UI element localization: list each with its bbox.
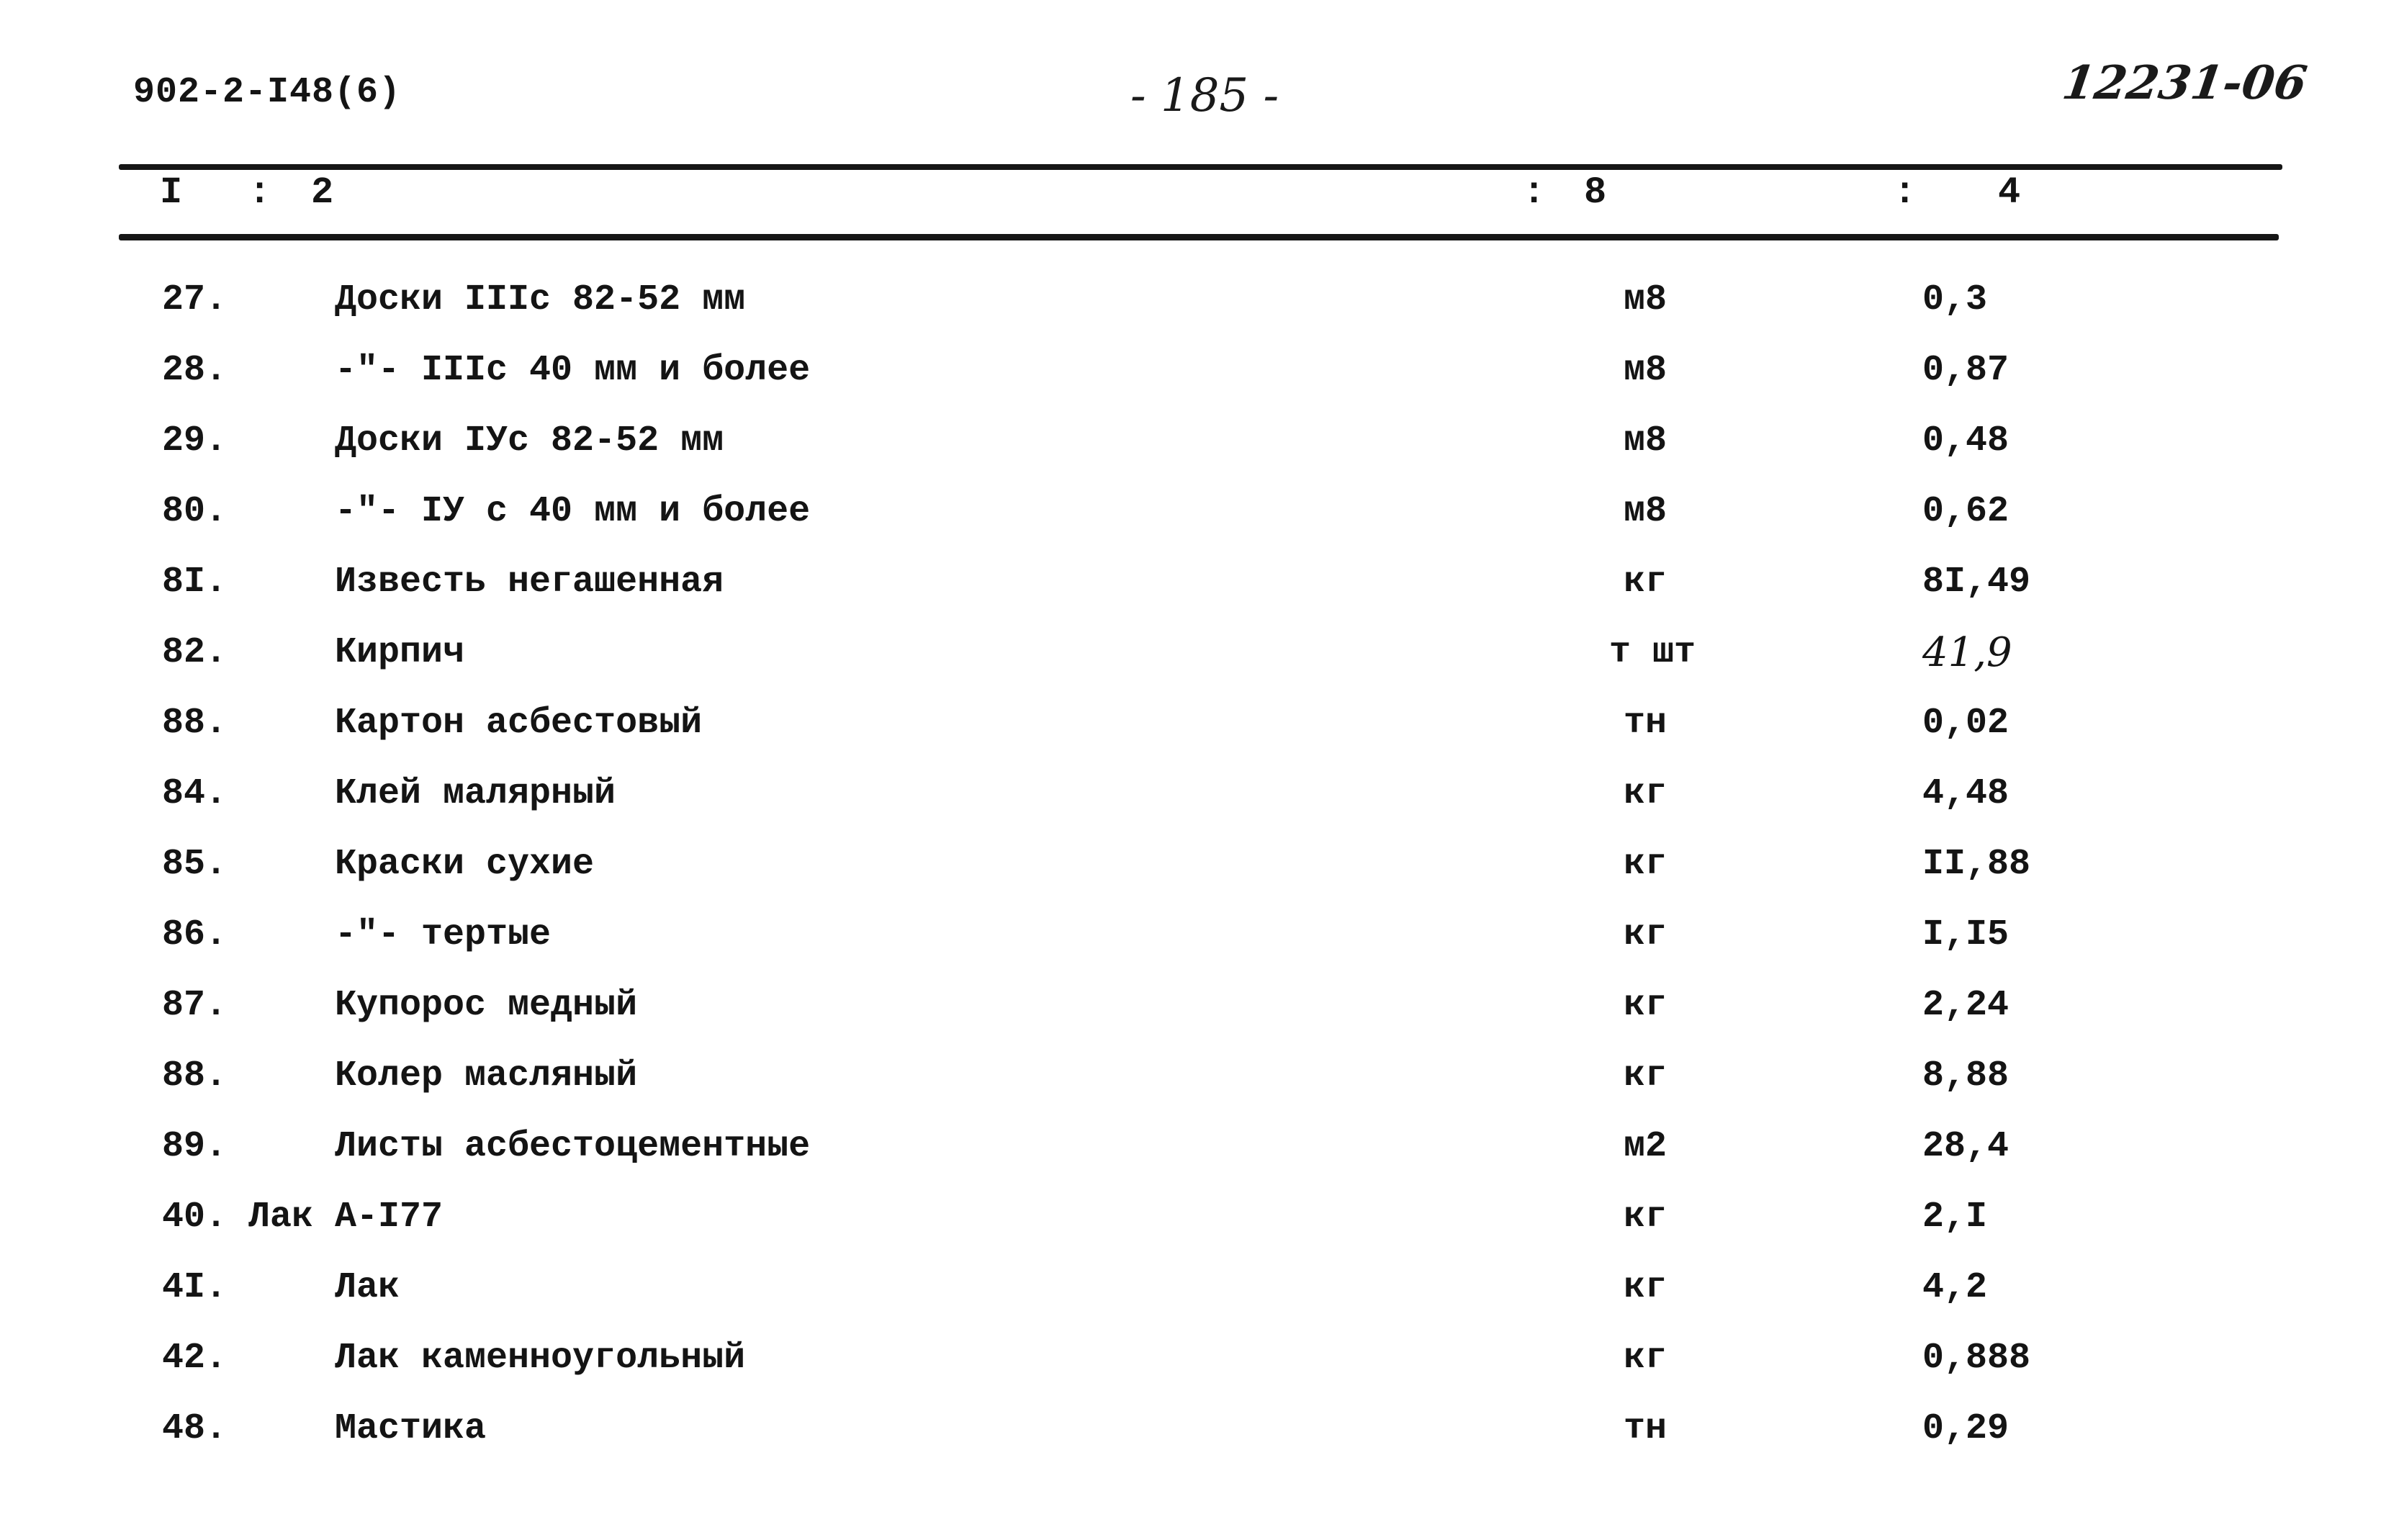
- column-separator: :: [1523, 171, 1546, 214]
- table-row: [0, 618, 2381, 688]
- quantity: 4,48: [1922, 773, 2009, 814]
- material-name: А-I77: [335, 1197, 444, 1238]
- column-separator: :: [248, 171, 271, 214]
- material-name: -"- IIIc 40 мм и более: [335, 350, 811, 391]
- table-top-rule: [119, 164, 2282, 170]
- material-name: -"- IУ с 40 мм и более: [335, 491, 811, 532]
- table-row: [0, 1041, 2381, 1112]
- page-number: - 185 -: [1130, 69, 1279, 122]
- unit: м8: [1623, 350, 1667, 391]
- column-number-3: 8: [1584, 171, 1607, 214]
- unit: м8: [1623, 279, 1667, 320]
- quantity: 4,2: [1922, 1267, 1988, 1308]
- table-row: [0, 406, 2381, 477]
- quantity: 8,88: [1922, 1055, 2009, 1097]
- unit: тн: [1623, 1408, 1667, 1449]
- table-header-rule: [119, 234, 2279, 240]
- unit: кг: [1623, 1338, 1667, 1379]
- table-row: [0, 1394, 2381, 1464]
- quantity: 2,24: [1922, 985, 2009, 1026]
- document-code: 902-2-I48(6): [133, 72, 402, 113]
- row-number: 48.: [162, 1408, 228, 1449]
- material-name: Доски IУc 82-52 мм: [335, 420, 724, 461]
- quantity: 8I,49: [1922, 562, 2031, 603]
- table-row: [0, 971, 2381, 1041]
- table-row: [0, 900, 2381, 971]
- row-number: 87.: [162, 985, 228, 1026]
- table-row: [0, 1112, 2381, 1182]
- quantity: 0,3: [1922, 279, 1988, 320]
- quantity: 2,I: [1922, 1197, 1988, 1238]
- row-number: 29.: [162, 420, 228, 461]
- quantity: 0,02: [1922, 703, 2009, 744]
- row-number: 86.: [162, 914, 228, 955]
- unit: кг: [1623, 1055, 1667, 1097]
- row-number: 27.: [162, 279, 228, 320]
- quantity: 0,29: [1922, 1408, 2009, 1449]
- unit: кг: [1623, 914, 1667, 955]
- table-row: [0, 1323, 2381, 1394]
- unit: м2: [1623, 1126, 1667, 1167]
- unit: м8: [1623, 420, 1667, 461]
- row-number: 88.: [162, 703, 228, 744]
- column-number-4: 4: [1998, 171, 2021, 214]
- material-name: Кирпич: [335, 632, 465, 673]
- quantity: 28,4: [1922, 1126, 2009, 1167]
- material-name: Колер масляный: [335, 1055, 638, 1097]
- row-number: 88.: [162, 1055, 228, 1097]
- unit: кг: [1623, 1197, 1667, 1238]
- quantity-handwritten: 41,9: [1922, 629, 2012, 676]
- table-row: [0, 759, 2381, 829]
- row-number: 42.: [162, 1338, 228, 1379]
- unit: тн: [1623, 703, 1667, 744]
- material-name: Лак: [335, 1267, 400, 1308]
- table-row: [0, 265, 2381, 336]
- column-separator: :: [1894, 171, 1917, 214]
- unit: кг: [1623, 1267, 1667, 1308]
- column-number-1: I: [160, 171, 183, 214]
- unit: т шт: [1609, 632, 1696, 673]
- table-row: [0, 477, 2381, 547]
- table-row: [0, 1182, 2381, 1253]
- quantity: 0,87: [1922, 350, 2009, 391]
- unit: м8: [1623, 491, 1667, 532]
- material-name: Доски IIIc 82-52 мм: [335, 279, 746, 320]
- row-number: 82.: [162, 632, 228, 673]
- material-name: Лак каменноугольный: [335, 1338, 746, 1379]
- material-name: Клей малярный: [335, 773, 616, 814]
- table-row: [0, 688, 2381, 759]
- row-number: 8I.: [162, 562, 228, 603]
- table-row: [0, 829, 2381, 900]
- row-number: 84.: [162, 773, 228, 814]
- quantity: 0,62: [1922, 491, 2009, 532]
- unit: кг: [1623, 985, 1667, 1026]
- material-name: -"- тертые: [335, 914, 552, 955]
- row-number: 4I.: [162, 1267, 228, 1308]
- material-name: Мастика: [335, 1408, 487, 1449]
- column-number-2: 2: [311, 171, 334, 214]
- quantity: II,88: [1922, 844, 2031, 885]
- table-row: [0, 1253, 2381, 1323]
- material-name: Листы асбестоцементные: [335, 1126, 811, 1167]
- table-row: [0, 547, 2381, 618]
- row-number: 89.: [162, 1126, 228, 1167]
- row-number: 80.: [162, 491, 228, 532]
- quantity: 0,888: [1922, 1338, 2031, 1379]
- unit: кг: [1623, 844, 1667, 885]
- unit: кг: [1623, 562, 1667, 603]
- quantity: 0,48: [1922, 420, 2009, 461]
- row-number: 85.: [162, 844, 228, 885]
- material-name: Краски сухие: [335, 844, 595, 885]
- material-name: Картон асбестовый: [335, 703, 703, 744]
- row-number: 28.: [162, 350, 228, 391]
- material-name: Купорос медный: [335, 985, 638, 1026]
- unit: кг: [1623, 773, 1667, 814]
- row-number: 40. Лак: [162, 1197, 314, 1238]
- archive-number: 12231-06: [2058, 56, 2310, 110]
- quantity: I,I5: [1922, 914, 2009, 955]
- table-row: [0, 336, 2381, 406]
- material-name: Известь негашенная: [335, 562, 724, 603]
